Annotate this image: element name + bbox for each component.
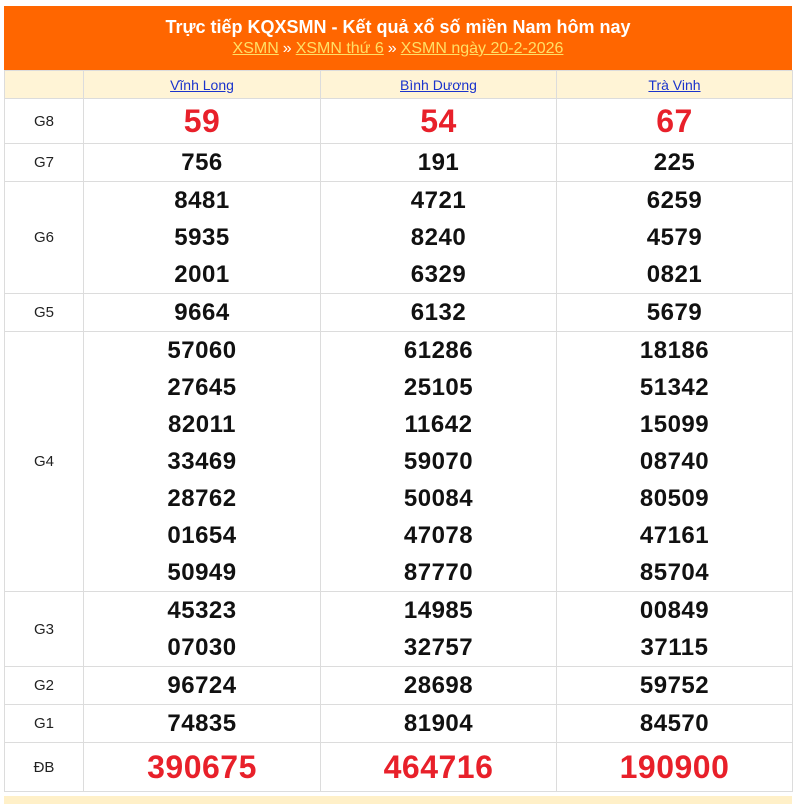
- prize-number: 25105: [403, 374, 474, 401]
- prize-number: 33469: [167, 448, 237, 475]
- prize-number: 756: [181, 149, 223, 176]
- prize-row-g4: [5, 332, 793, 592]
- prize-number: 59: [183, 103, 221, 139]
- prize-number: 67: [656, 103, 693, 139]
- prize-number: 81904: [403, 710, 474, 737]
- prize-cell-vinh-long: [84, 99, 321, 144]
- prize-label: G1: [5, 705, 84, 743]
- prize-number: 225: [653, 149, 696, 176]
- prize-cell-tra-vinh: [557, 743, 793, 792]
- prize-label: G8: [5, 99, 84, 144]
- prize-number: 2001: [174, 261, 230, 288]
- prize-cell-tra-vinh: [557, 144, 793, 182]
- prize-cell-vinh-long: [84, 743, 321, 792]
- prize-cell-tra-vinh: [557, 705, 793, 743]
- breadcrumb: [4, 39, 792, 59]
- prize-number: 57060: [167, 337, 237, 364]
- breadcrumb-separator: »: [387, 40, 397, 57]
- prize-number: 54: [420, 103, 457, 139]
- prize-label: G5: [5, 294, 84, 332]
- prize-number: 61286: [403, 337, 474, 364]
- prize-number: 84570: [639, 710, 710, 737]
- province-header-tra-vinh: [557, 71, 793, 99]
- prize-number: 0821: [646, 261, 703, 288]
- page-title: Trực tiếp KQXSMN - Kết quả xổ số miền Nam hôm nay: [165, 17, 631, 37]
- prize-number: 00849: [639, 597, 710, 624]
- province-link-binh-duong[interactable]: Bình Dương: [400, 76, 477, 93]
- prize-cell-tra-vinh: [557, 332, 793, 592]
- prize-number: 96724: [167, 672, 237, 699]
- province-header-row: [5, 71, 793, 99]
- prize-number: 190900: [619, 749, 730, 785]
- prize-cell-tra-vinh: [557, 592, 793, 667]
- prize-cell-vinh-long: [84, 144, 321, 182]
- prize-cell-tra-vinh: [557, 182, 793, 294]
- prize-row-g8: [5, 99, 793, 144]
- prize-row-g5: [5, 294, 793, 332]
- prize-number: 5679: [646, 299, 703, 326]
- prize-number: 74835: [167, 710, 237, 737]
- prize-number: 32757: [403, 634, 474, 661]
- prize-number: 191: [417, 149, 460, 176]
- breadcrumb-xsmn-link[interactable]: XSMN: [232, 40, 279, 57]
- prize-number: 390675: [147, 749, 257, 785]
- prize-cell-binh-duong: [321, 332, 557, 592]
- prize-number: 464716: [383, 749, 494, 785]
- prize-number: 27645: [167, 374, 237, 401]
- prize-number: 6132: [410, 299, 467, 326]
- prize-cell-tra-vinh: [557, 99, 793, 144]
- prize-number: 80509: [639, 485, 710, 512]
- prize-number: 85704: [639, 559, 710, 586]
- prize-row-g3: [5, 592, 793, 667]
- prize-row-g2: [5, 667, 793, 705]
- prize-label: G6: [5, 182, 84, 294]
- prize-row-g6: [5, 182, 793, 294]
- prize-label: G3: [5, 592, 84, 667]
- results-header: [4, 6, 792, 70]
- prize-row-g1: [5, 705, 793, 743]
- results-table: [4, 70, 793, 792]
- prize-cell-vinh-long: [84, 667, 321, 705]
- prize-number: 5935: [174, 224, 230, 251]
- prize-cell-vinh-long: [84, 592, 321, 667]
- prize-cell-vinh-long: [84, 294, 321, 332]
- prize-number: 6329: [410, 261, 467, 288]
- province-header-vinh-long: [84, 71, 321, 99]
- prize-number: 9664: [174, 299, 230, 326]
- prize-number: 8481: [174, 187, 230, 214]
- results-body: [5, 99, 793, 792]
- prize-number: 82011: [168, 411, 236, 438]
- prize-label: ĐB: [5, 743, 84, 792]
- prize-number: 50084: [403, 485, 474, 512]
- province-header-binh-duong: [321, 71, 557, 99]
- prize-number: 4579: [646, 224, 703, 251]
- footer-strip: [4, 796, 792, 804]
- prize-number: 01654: [167, 522, 237, 549]
- prize-row-g7: [5, 144, 793, 182]
- prize-number: 59070: [403, 448, 474, 475]
- prize-number: 51342: [639, 374, 710, 401]
- prize-cell-binh-duong: [321, 294, 557, 332]
- prize-cell-binh-duong: [321, 182, 557, 294]
- prize-cell-binh-duong: [321, 144, 557, 182]
- prize-number: 87770: [403, 559, 474, 586]
- prize-cell-binh-duong: [321, 743, 557, 792]
- header-corner-cell: [5, 71, 84, 99]
- prize-number: 28762: [167, 485, 237, 512]
- prize-cell-vinh-long: [84, 182, 321, 294]
- prize-cell-binh-duong: [321, 592, 557, 667]
- prize-cell-vinh-long: [84, 332, 321, 592]
- prize-number: 15099: [639, 411, 710, 438]
- prize-number: 50949: [167, 559, 237, 586]
- prize-label: G7: [5, 144, 84, 182]
- prize-number: 37115: [640, 634, 709, 661]
- prize-cell-tra-vinh: [557, 294, 793, 332]
- breadcrumb-xsmn-date-link[interactable]: XSMN ngày 20-2-2026: [400, 40, 564, 57]
- prize-cell-binh-duong: [321, 667, 557, 705]
- province-link-tra-vinh[interactable]: Trà Vinh: [648, 76, 701, 93]
- prize-number: 14985: [403, 597, 474, 624]
- prize-cell-binh-duong: [321, 99, 557, 144]
- prize-number: 6259: [646, 187, 703, 214]
- prize-label: G2: [5, 667, 84, 705]
- prize-number: 07030: [167, 634, 237, 661]
- prize-label: G4: [5, 332, 84, 592]
- prize-cell-tra-vinh: [557, 667, 793, 705]
- prize-number: 47161: [639, 522, 710, 549]
- prize-number: 11642: [404, 411, 473, 438]
- prize-number: 8240: [410, 224, 467, 251]
- prize-number: 45323: [167, 597, 237, 624]
- prize-number: 47078: [403, 522, 474, 549]
- province-link-vinh-long[interactable]: Vĩnh Long: [170, 76, 234, 93]
- prize-number: 08740: [639, 448, 710, 475]
- prize-row-db: [5, 743, 793, 792]
- prize-number: 28698: [403, 672, 474, 699]
- prize-number: 59752: [639, 672, 710, 699]
- prize-cell-vinh-long: [84, 705, 321, 743]
- breadcrumb-xsmn-friday-link[interactable]: XSMN thứ 6: [295, 40, 384, 57]
- prize-number: 18186: [639, 337, 710, 364]
- prize-cell-binh-duong: [321, 705, 557, 743]
- prize-number: 4721: [410, 187, 467, 214]
- breadcrumb-separator: »: [282, 40, 292, 57]
